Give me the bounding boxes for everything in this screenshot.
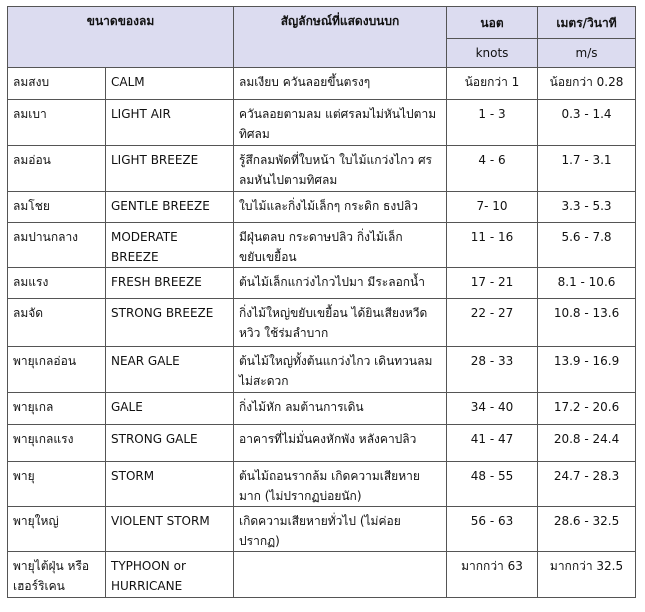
cell-english-name: LIGHT BREEZE: [106, 146, 234, 192]
cell-knots: 48 - 55: [447, 462, 538, 507]
cell-ms: น้อยกว่า 0.28: [538, 68, 636, 100]
cell-land-description: ควันลอยตามลม แต่ศรลมไม่หันไปตามทิศลม: [234, 100, 447, 146]
cell-english-name: VIOLENT STORM: [106, 507, 234, 552]
cell-land-description: ต้นไม้เล็กแกว่งไกวไปมา มีระลอกน้ำ: [234, 268, 447, 299]
cell-thai-name: พายุเกลแรง: [8, 425, 106, 462]
cell-land-description: อาคารที่ไม่มั่นคงหักพัง หลังคาปลิว: [234, 425, 447, 462]
header-row: [8, 7, 636, 39]
cell-knots: 22 - 27: [447, 299, 538, 347]
cell-english-name: GALE: [106, 393, 234, 425]
cell-thai-name: ลมโชย: [8, 192, 106, 223]
table-row: [8, 146, 636, 192]
cell-knots: น้อยกว่า 1: [447, 68, 538, 100]
cell-english-name: STRONG BREEZE: [106, 299, 234, 347]
cell-thai-name: ลมจัด: [8, 299, 106, 347]
table-row: [8, 462, 636, 507]
table-row: [8, 552, 636, 598]
cell-thai-name: ลมแรง: [8, 268, 106, 299]
cell-ms: 0.3 - 1.4: [538, 100, 636, 146]
cell-thai-name: ลมเบา: [8, 100, 106, 146]
cell-thai-name: พายุใหญ่: [8, 507, 106, 552]
cell-thai-name: พายุไต้ฝุ่น หรือเฮอร์ริเคน: [8, 552, 106, 598]
cell-thai-name: พายุ: [8, 462, 106, 507]
cell-knots: 11 - 16: [447, 223, 538, 268]
cell-knots: 28 - 33: [447, 347, 538, 393]
header-ms: เมตร/วินาที: [538, 7, 636, 39]
cell-knots: 41 - 47: [447, 425, 538, 462]
cell-english-name: STRONG GALE: [106, 425, 234, 462]
cell-english-name: GENTLE BREEZE: [106, 192, 234, 223]
cell-knots: มากกว่า 63: [447, 552, 538, 598]
table-row: [8, 100, 636, 146]
cell-english-name: CALM: [106, 68, 234, 100]
cell-land-description: [234, 552, 447, 598]
cell-thai-name: พายุเกลอ่อน: [8, 347, 106, 393]
table-row: [8, 268, 636, 299]
cell-english-name: TYPHOON or HURRICANE: [106, 552, 234, 598]
cell-ms: 5.6 - 7.8: [538, 223, 636, 268]
wind-scale-table: [7, 6, 636, 598]
table-body: [8, 68, 636, 598]
cell-land-description: ลมเงียบ ควันลอยขึ้นตรงๆ: [234, 68, 447, 100]
header-knot-unit: knots: [447, 39, 538, 68]
table-row: [8, 425, 636, 462]
table-row: [8, 393, 636, 425]
table-row: [8, 192, 636, 223]
cell-english-name: FRESH BREEZE: [106, 268, 234, 299]
cell-ms: 20.8 - 24.4: [538, 425, 636, 462]
header-land-symbol: สัญลักษณ์ที่แสดงบนบก: [234, 7, 447, 68]
cell-english-name: LIGHT AIR: [106, 100, 234, 146]
cell-thai-name: ลมสงบ: [8, 68, 106, 100]
cell-land-description: กิ่งไม้ใหญ่ขยับเขยื้อน ได้ยินเสียงหวีดหวิว ใช้ร่มลำบาก: [234, 299, 447, 347]
cell-ms: 17.2 - 20.6: [538, 393, 636, 425]
cell-knots: 4 - 6: [447, 146, 538, 192]
cell-knots: 34 - 40: [447, 393, 538, 425]
cell-knots: 1 - 3: [447, 100, 538, 146]
cell-knots: 56 - 63: [447, 507, 538, 552]
cell-ms: 3.3 - 5.3: [538, 192, 636, 223]
cell-thai-name: ลมอ่อน: [8, 146, 106, 192]
cell-land-description: ต้นไม้ใหญ่ทั้งต้นแกว่งไกว เดินทวนลมไม่สะดวก: [234, 347, 447, 393]
cell-land-description: เกิดความเสียหายทั่วไป (ไม่ค่อยปรากฏ): [234, 507, 447, 552]
table-row: [8, 299, 636, 347]
table-row: [8, 223, 636, 268]
cell-ms: 28.6 - 32.5: [538, 507, 636, 552]
table-row: [8, 347, 636, 393]
cell-knots: 17 - 21: [447, 268, 538, 299]
header-knot: นอต: [447, 7, 538, 39]
cell-english-name: STORM: [106, 462, 234, 507]
cell-ms: 1.7 - 3.1: [538, 146, 636, 192]
table-row: [8, 507, 636, 552]
header-ms-unit: m/s: [538, 39, 636, 68]
cell-knots: 7- 10: [447, 192, 538, 223]
cell-thai-name: ลมปานกลาง: [8, 223, 106, 268]
cell-ms: 13.9 - 16.9: [538, 347, 636, 393]
cell-ms: 8.1 - 10.6: [538, 268, 636, 299]
cell-english-name: MODERATE BREEZE: [106, 223, 234, 268]
table-row: [8, 68, 636, 100]
cell-english-name: NEAR GALE: [106, 347, 234, 393]
cell-ms: 24.7 - 28.3: [538, 462, 636, 507]
cell-land-description: กิ่งไม้หัก ลมต้านการเดิน: [234, 393, 447, 425]
cell-ms: มากกว่า 32.5: [538, 552, 636, 598]
cell-ms: 10.8 - 13.6: [538, 299, 636, 347]
cell-thai-name: พายุเกล: [8, 393, 106, 425]
wind-scale-table-container: [7, 6, 636, 598]
cell-land-description: รู้สึกลมพัดที่ใบหน้า ใบไม้แกว่งไกว ศรลมหันไปตามทิศลม: [234, 146, 447, 192]
cell-land-description: ใบไม้และกิ่งไม้เล็กๆ กระดิก ธงปลิว: [234, 192, 447, 223]
cell-land-description: ต้นไม้ถอนรากล้ม เกิดความเสียหายมาก (ไม่ปรากฏบ่อยนัก): [234, 462, 447, 507]
header-wind-size: ขนาดของลม: [8, 7, 234, 68]
cell-land-description: มีฝุ่นตลบ กระดาษปลิว กิ่งไม้เล็กขยับเขยื้อน: [234, 223, 447, 268]
